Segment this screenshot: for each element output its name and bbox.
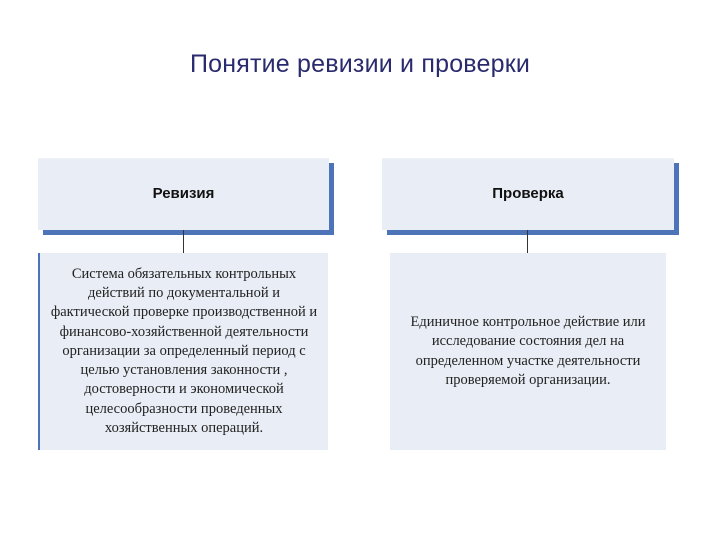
inspection-connector-line bbox=[527, 230, 528, 253]
inspection-header-label: Проверка bbox=[492, 185, 564, 202]
revision-description-box bbox=[38, 253, 328, 450]
revision-header-label: Ревизия bbox=[152, 185, 215, 202]
inspection-header-box bbox=[382, 158, 674, 230]
revision-header-box bbox=[38, 158, 329, 230]
inspection-description-text: Единичное контрольное действие или исследование состояния дел на определенном участке деятельности проверяемой организации. bbox=[410, 313, 646, 388]
revision-description-text: Система обязательных контрольных действий по документальной и фактической проверке производственной и финансово-хозяйственной деятельности организации за определенный период с целью установления законности , достоверности и экономической целесообразности проведенных хозяйственных операций. bbox=[50, 265, 318, 437]
inspection-description-box bbox=[390, 253, 666, 450]
revision-connector-line bbox=[183, 230, 184, 253]
slide-title: Понятие ревизии и проверки bbox=[189, 50, 531, 78]
